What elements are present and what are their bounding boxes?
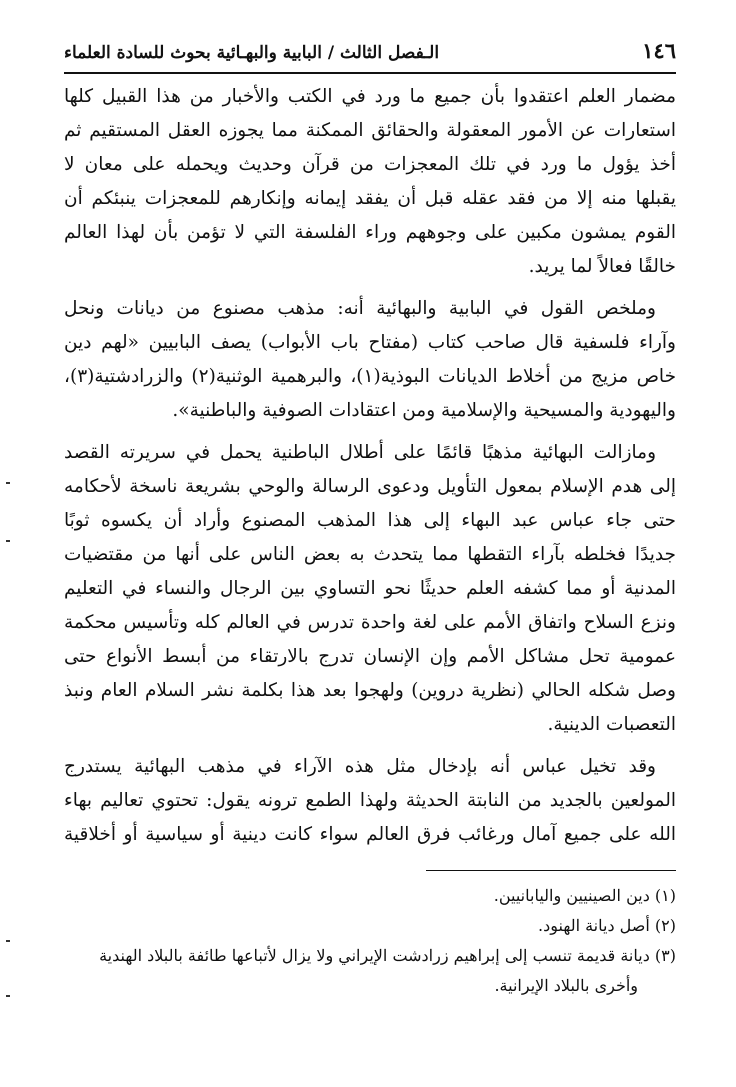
paragraph-1 (64, 80, 676, 284)
text-line: ونزع السلاح واتفاق الأمم على لغة واحدة تدرس في العالم كله وتأسيس محكمة (64, 612, 676, 633)
text-line: المولعين بالجديد من النابتة الحديثة ولهذا الطمع ترونه يقول: تحتوي تعاليم بهاء (64, 790, 676, 811)
text-line: أخذ يؤول ما ورد في تلك المعجزات من قرآن وحديث ويحمله على معان لا (64, 154, 676, 175)
text-line: مضمار العلم اعتقدوا بأن جميع ما ورد في الكتب والأخبار من هذا القبيل كلها (64, 86, 676, 107)
text-line: جديدًا فخلطه بآراء التقطها مما يتحدث به بعض الناس على أنها من مقتضيات (64, 544, 676, 565)
text-line: القوم يمشون مكبين على وجوههم وراء الفلسفة التي لا تؤمن بأن لهذا العالم (64, 222, 676, 243)
paragraph-4 (64, 750, 676, 852)
text-line: ومازالت البهائية مذهبًا قائمًا على أطلال الباطنية يحمل في سريرته القصد (64, 442, 656, 463)
paragraph-2 (64, 292, 676, 428)
footnote-3: (٣) ديانة قديمة تنسب إلى إبراهيم زرادشت الإيراني ولا يزال لأتباعها طائفة بالبلاد الهندية (99, 946, 676, 965)
footnote-3-continued: وأخرى بالبلاد الإيرانية. (494, 976, 638, 995)
text-line: حتى جاء عباس عبد البهاء إلى هذا المذهب المصنوع وأراد أن يكسوه ثوبًا (64, 510, 676, 531)
text-line: خاص مزيج من أخلاط الديانات البوذية(١)، والبرهمية الوثنية(٢) والزرادشتية(٣)، (64, 366, 677, 387)
text-line: عمومية تحل مشاكل الأمم وإن الإنسان تدرج بالارتقاء من أبسط الأنواع حتى (64, 646, 676, 667)
scan-mark (6, 482, 10, 484)
text-line: خالقًا فعالاً لما يريد. (528, 256, 676, 277)
text-line: الله على جميع آمال ورغائب فرق العالم سواء كانت دينية أو سياسية أو أخلاقية (64, 824, 676, 845)
chapter-title: الـفصل الثالث / البابية والبهـائية بحوث للسادة العلماء (64, 43, 440, 63)
text-line: استعارات عن الأمور المعقولة والحقائق الممكنة مما يجوزه العقل المستقيم ثم (64, 120, 676, 141)
text-line: وملخص القول في البابية والبهائية أنه: مذهب مصنوع من ديانات ونحل (64, 298, 656, 319)
text-line: يقبلها منه إلا من فقد عقله قبل أن يفقد إيمانه وإنكارهم للمعجزات ينبئكم أن (64, 188, 676, 209)
text-line: المدنية أو مما كشفه العلم حديثًا نحو التساوي بين الرجال والنساء في التعليم (64, 578, 676, 599)
scan-mark (6, 540, 10, 542)
page-number: ١٤٦ (642, 38, 676, 63)
scan-mark (6, 940, 10, 942)
text-line: التعصبات الدينية. (547, 714, 676, 735)
footnote-2: (٢) أصل ديانة الهنود. (538, 916, 676, 935)
book-page (64, 38, 676, 1078)
footnote-rule (426, 870, 676, 871)
scan-mark (6, 995, 10, 997)
paragraph-3 (64, 436, 676, 742)
text-line: وآراء فلسفية قال صاحب كتاب (مفتاح باب الأبواب) يصف البابيين «لهم دين (64, 332, 676, 353)
footnote-1: (١) دين الصينيين واليابانيين. (493, 886, 676, 905)
text-line: وصل شكله الحالي (نظرية دروين) ولهجوا بعد هذا بكلمة نشر السلام العام ونبذ (64, 680, 676, 701)
text-line: إلى هدم الإسلام بمعول التأويل ودعوى الرسالة والوحي بشريعة ناسخة لأحكامه (64, 476, 676, 497)
text-line: واليهودية والمسيحية والإسلامية ومن اعتقادات الصوفية والباطنية». (172, 400, 676, 421)
text-line: وقد تخيل عباس أنه بإدخال مثل هذه الآراء في مذهب البهائية يستدرج (64, 756, 656, 777)
footnotes (64, 881, 676, 1001)
running-head (64, 38, 676, 74)
body-text (64, 80, 676, 852)
